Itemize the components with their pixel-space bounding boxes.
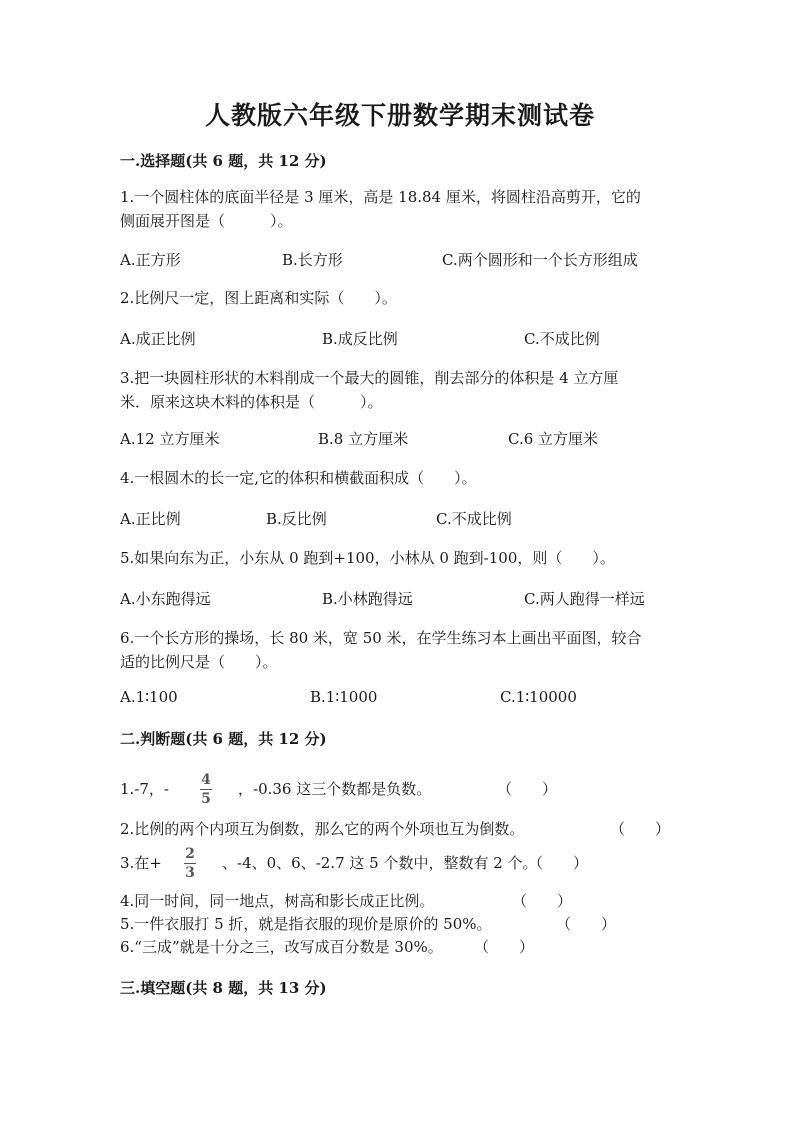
judge-question-3-suffix: 、-4、0、6、-2.7 这 5 个数中，整数有 2 个。 [222,854,538,872]
choice-3-option-a: A.12 立方厘米 [120,430,220,448]
fraction-numerator: 4 [201,772,211,788]
choice-4-option-c: C.不成比例 [436,510,512,528]
page-title: 人教版六年级下册数学期末测试卷 [204,101,595,130]
judge-question-3-answer-parens[interactable]: （ ） [528,854,589,872]
judge-question-3-prefix: 3.在+ [120,854,162,872]
section-heading-fill-in: 三.填空题(共 8 题，共 13 分) [120,979,327,997]
choice-6-option-c: C.1∶10000 [500,688,577,706]
choice-1-option-a: A.正方形 [120,251,181,269]
judge-question-1-fraction [200,772,212,807]
judge-question-1-suffix: ，-0.36 这三个数都是负数。 [238,780,432,798]
section-heading-judgement: 二.判断题(共 6 题，共 12 分) [120,730,327,748]
judge-question-2: 2.比例的两个内项互为倒数，那么它的两个外项也互为倒数。 [120,820,525,838]
fraction-numerator: 2 [185,846,195,862]
fraction-bar [184,863,196,864]
judge-question-5: 5.一件衣服打 5 折，就是指衣服的现价是原价的 50%。 [120,915,492,933]
choice-1-option-c: C.两个圆形和一个长方形组成 [442,251,638,269]
choice-3-option-b: B.8 立方厘米 [318,430,409,448]
choice-question-1-line1: 1.一个圆柱体的底面半径是 3 厘米，高是 18.84 厘米，将圆柱沿高剪开，它的 [120,188,641,206]
judge-question-6: 6.“三成”就是十分之三，改写成百分数是 30%。 [120,938,443,956]
judge-question-1-answer-parens[interactable]: （ ） [497,780,558,798]
fraction-denominator: 5 [201,791,211,807]
judge-question-3-fraction [184,846,196,881]
choice-question-5: 5.如果向东为正，小东从 0 跑到+100，小林从 0 跑到-100，则（ ）。 [120,549,615,567]
choice-4-option-b: B.反比例 [266,510,327,528]
choice-question-1-line2: 侧面展开图是（ ）。 [120,212,293,230]
choice-6-option-b: B.1∶1000 [310,688,378,706]
choice-5-option-b: B.小林跑得远 [322,590,413,608]
choice-question-6-line2: 适的比例尺是（ ）。 [120,653,278,671]
choice-2-option-a: A.成正比例 [120,330,196,348]
choice-question-3-line1: 3.把一块圆柱形状的木料削成一个最大的圆锥，削去部分的体积是 4 立方厘 [120,369,619,387]
judge-question-1-prefix: 1.-7，- [120,780,169,798]
choice-4-option-a: A.正比例 [120,510,181,528]
judge-question-4-answer-parens[interactable]: （ ） [512,892,573,910]
choice-question-2: 2.比例尺一定，图上距离和实际（ ）。 [120,289,397,307]
judge-question-5-answer-parens[interactable]: （ ） [556,915,617,933]
choice-question-4: 4.一根圆木的长一定,它的体积和横截面积成（ ）。 [120,469,477,487]
choice-5-option-c: C.两人跑得一样远 [524,590,645,608]
fraction-bar [200,789,212,790]
choice-3-option-c: C.6 立方厘米 [508,430,599,448]
choice-5-option-a: A.小东跑得远 [120,590,211,608]
choice-question-6-line1: 6.一个长方形的操场，长 80 米，宽 50 米，在学生练习本上画出平面图，较合 [120,629,642,647]
judge-question-6-answer-parens[interactable]: （ ） [474,938,535,956]
section-heading-choice: 一.选择题(共 6 题，共 12 分) [120,152,327,170]
choice-2-option-c: C.不成比例 [524,330,600,348]
judge-question-2-answer-parens[interactable]: （ ） [610,820,671,838]
choice-6-option-a: A.1∶100 [120,688,178,706]
choice-1-option-b: B.长方形 [282,251,343,269]
choice-question-3-line2: 米．原来这块木料的体积是（ ）。 [120,393,383,411]
choice-2-option-b: B.成反比例 [322,330,398,348]
judge-question-4: 4.同一时间，同一地点，树高和影长成正比例。 [120,892,435,910]
fraction-denominator: 3 [185,865,195,881]
